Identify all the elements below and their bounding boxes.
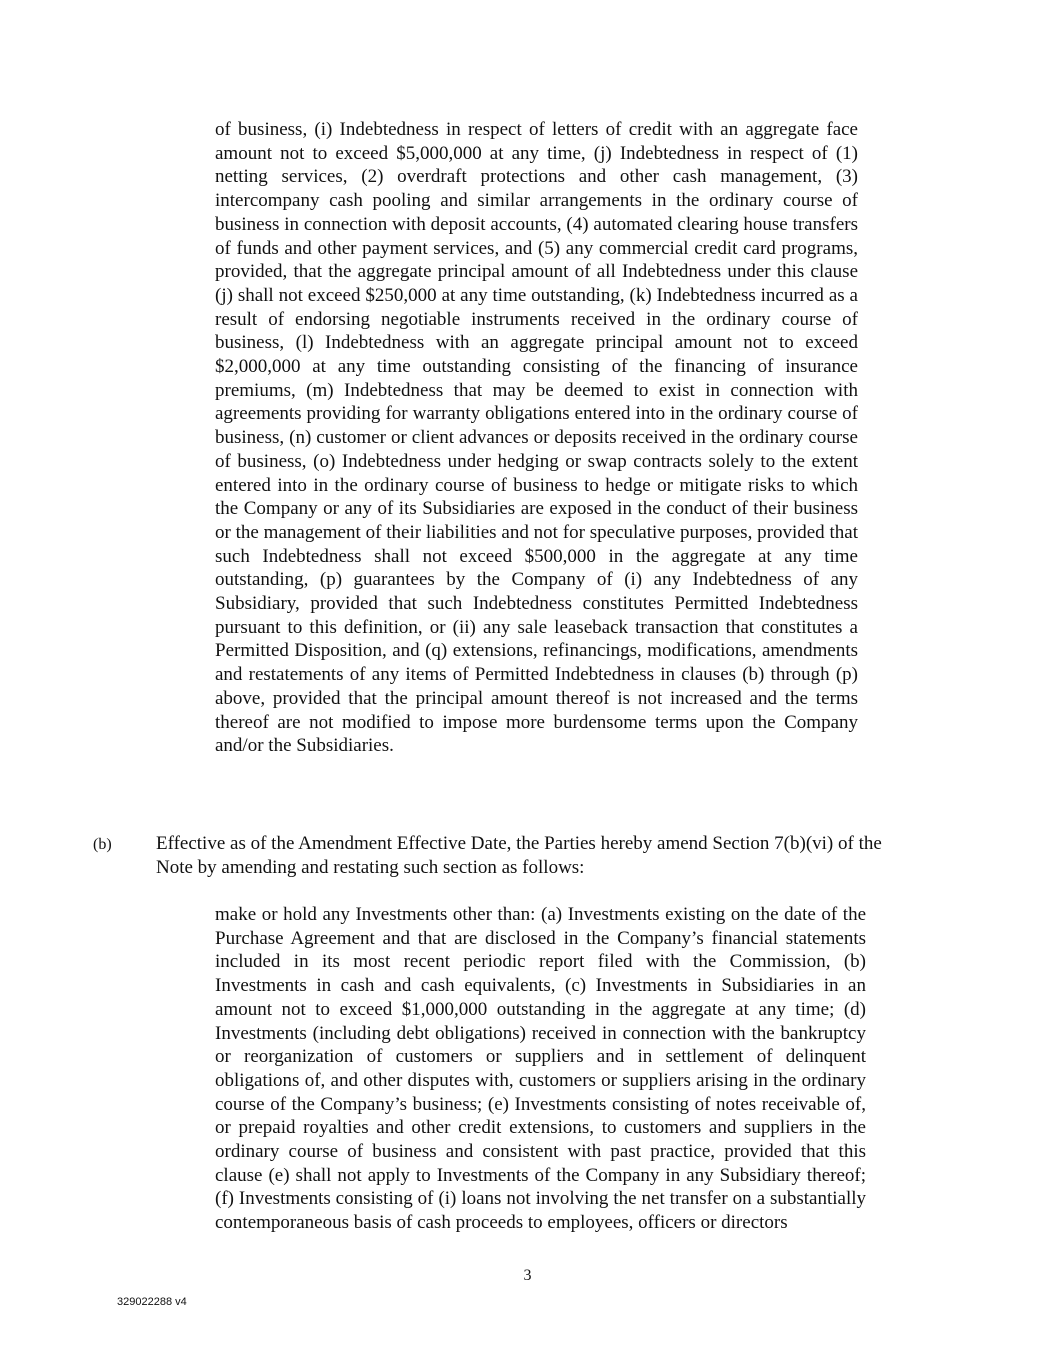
page-number: 3 xyxy=(523,1267,532,1284)
item-b-text: Effective as of the Amendment Effective Date, the Parties hereby amend Section 7(b)(vi) of the Note by amending and restating such section as follows: xyxy=(156,833,882,878)
investments-paragraph: make or hold any Investments other than: (a) Investments existing on the date of the Purchase Agreement and that are disclosed in the Company’s financial statements included in its most recent periodic report filed with the Commission, (b) Investments in cash and cash equivalents, (c) Investments in Subsidiaries in an amount not to exceed $1,000,000 outstanding in the aggregate at any time; (d) Investments (including debt obligations) received in connection with the bankruptcy or reorganization of customers or suppliers and in settlement of delinquent obligations of, and other disputes with, customers or suppliers arising in the ordinary course of the Company’s business; (e) Investments consisting of notes receivable of, or prepaid royalties and other credit extensions, to customers and suppliers in the ordinary course of business and consistent with past practice, provided that this clause (e) shall not apply to Investments of the Company in any Subsidiary thereof; (f) Investments consisting of (i) loans not involving the net transfer on a substantially contemporaneous basis of cash proceeds to employees, officers or directors xyxy=(215,904,866,1234)
document-id-footer: 329022288 v4 xyxy=(117,1296,187,1308)
item-b-label: (b) xyxy=(93,836,112,853)
indebtedness-paragraph: of business, (i) Indebtedness in respect of letters of credit with an aggregate face amount not to exceed $5,000,000 at any time, (j) Indebtedness in respect of (1) netting services, (2) overdraft protections and other cash management, (3) intercompany cash pooling and similar arrangements in the ordinary course of business in connection with deposit accounts, (4) automated clearing house transfers of funds and other payment services, and (5) any commercial credit card programs, provided, that the aggregate principal amount of all Indebtedness under this clause (j) shall not exceed $250,000 at any time outstanding, (k) Indebtedness incurred as a result of endorsing negotiable instruments received in the ordinary course of business, (l) Indebtedness with an aggregate principal amount not to exceed $2,000,000 at any time outstanding consisting of the financing of insurance premiums, (m) Indebtedness that may be deemed to exist in connection with agreements providing for warranty obligations entered into in the ordinary course of business, (n) customer or client advances or deposits received in the ordinary course of business, (o) Indebtedness under hedging or swap contracts solely to the extent entered into in the ordinary course of business to hedge or mitigate risks to which the Company or any of its Subsidiaries are exposed in the conduct of their business or the management of their liabilities and not for speculative purposes, provided that such Indebtedness shall not exceed $500,000 in the aggregate at any time outstanding, (p) guarantees by the Company of (i) any Indebtedness of any Subsidiary, provided that such Indebtedness constitutes Permitted Indebtedness pursuant to this definition, or (ii) any sale leaseback transaction that constitutes a Permitted Disposition, and (q) extensions, refinancings, modifications, amendments and restatements of any items of Permitted Indebtedness in clauses (b) through (p) above, provided that the principal amount thereof is not increased and the terms thereof are not modified to impose more burdensome terms upon the Company and/or the Subsidiaries. xyxy=(215,119,858,757)
